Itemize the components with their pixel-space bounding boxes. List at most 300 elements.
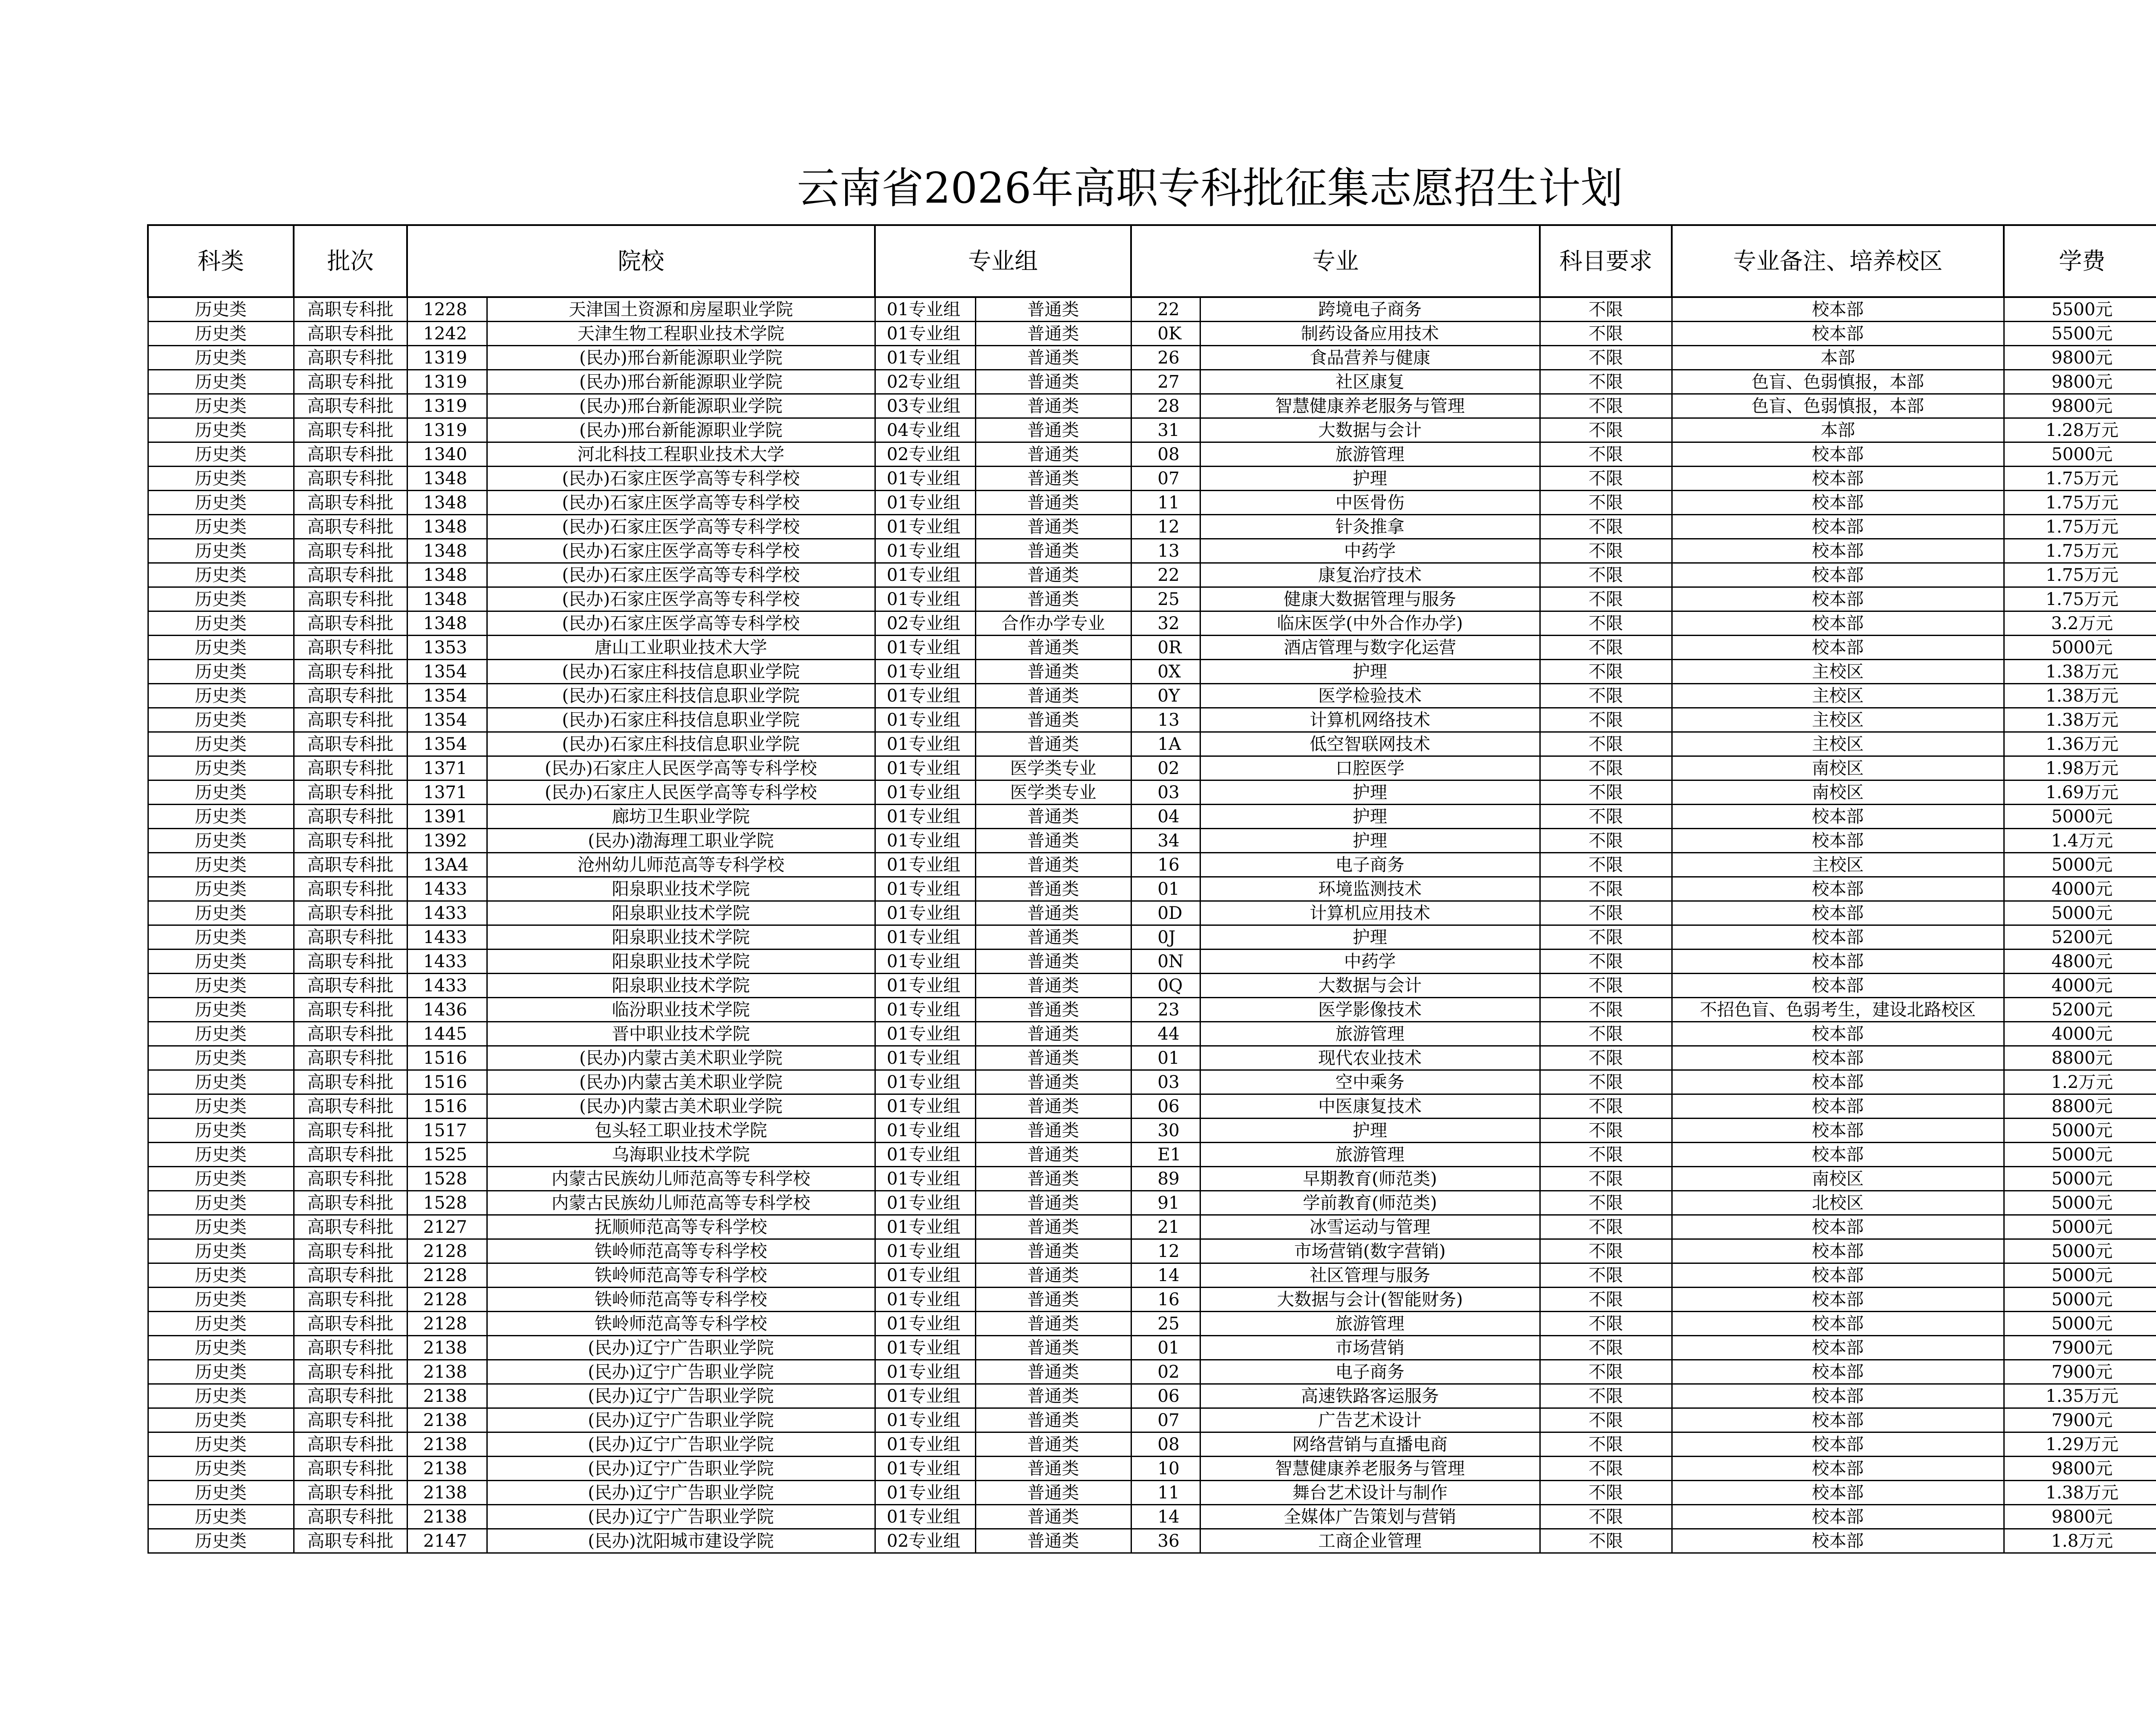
cell-tuition: 1.2万元 xyxy=(2004,1070,2156,1094)
cell-major-name: 社区管理与服务 xyxy=(1200,1263,1540,1288)
cell-major-code: 25 xyxy=(1131,587,1200,611)
cell-category: 历史类 xyxy=(148,1457,294,1481)
cell-group-type: 普通类 xyxy=(975,515,1131,539)
cell-batch: 高职专科批 xyxy=(294,1432,407,1457)
cell-batch: 高职专科批 xyxy=(294,950,407,974)
cell-tuition: 5000元 xyxy=(2004,1143,2156,1167)
cell-school-name: 沧州幼儿师范高等专科学校 xyxy=(487,853,875,877)
cell-major-name: 电子商务 xyxy=(1200,1360,1540,1384)
cell-major-code: 21 xyxy=(1131,1215,1200,1239)
cell-group-type: 普通类 xyxy=(975,1408,1131,1432)
cell-school-code: 2138 xyxy=(407,1432,487,1457)
cell-school-code: 2128 xyxy=(407,1288,487,1312)
cell-category: 历史类 xyxy=(148,587,294,611)
cell-school-name: (民办)石家庄人民医学高等专科学校 xyxy=(487,756,875,780)
cell-tuition: 5000元 xyxy=(2004,805,2156,829)
cell-subject-requirement: 不限 xyxy=(1540,587,1672,611)
cell-category: 历史类 xyxy=(148,1360,294,1384)
cell-major-name: 工商企业管理 xyxy=(1200,1529,1540,1553)
cell-batch: 高职专科批 xyxy=(294,442,407,467)
cell-school-name: 天津生物工程职业技术学院 xyxy=(487,322,875,346)
cell-major-name: 酒店管理与数字化运营 xyxy=(1200,636,1540,660)
table-row xyxy=(148,829,2156,853)
cell-major-name: 网络营销与直播电商 xyxy=(1200,1432,1540,1457)
cell-batch: 高职专科批 xyxy=(294,684,407,708)
cell-category: 历史类 xyxy=(148,732,294,756)
cell-batch: 高职专科批 xyxy=(294,732,407,756)
cell-school-code: 1392 xyxy=(407,829,487,853)
cell-batch: 高职专科批 xyxy=(294,1481,407,1505)
cell-major-name: 计算机网络技术 xyxy=(1200,708,1540,732)
cell-subject-requirement: 不限 xyxy=(1540,1263,1672,1288)
cell-tuition: 1.4万元 xyxy=(2004,829,2156,853)
cell-tuition: 5000元 xyxy=(2004,1239,2156,1263)
cell-tuition: 1.38万元 xyxy=(2004,1481,2156,1505)
cell-notes-campus: 校本部 xyxy=(1672,877,2004,901)
cell-group-type: 普通类 xyxy=(975,1336,1131,1360)
cell-major-code: 10 xyxy=(1131,1457,1200,1481)
cell-category: 历史类 xyxy=(148,491,294,515)
cell-subject-requirement: 不限 xyxy=(1540,1408,1672,1432)
table-row xyxy=(148,418,2156,442)
table-row xyxy=(148,1143,2156,1167)
cell-notes-campus: 色盲、色弱慎报，本部 xyxy=(1672,394,2004,418)
cell-school-code: 1354 xyxy=(407,660,487,684)
cell-group: 01专业组 xyxy=(875,515,975,539)
cell-notes-campus: 主校区 xyxy=(1672,732,2004,756)
cell-tuition: 5000元 xyxy=(2004,1191,2156,1215)
cell-group-type: 普通类 xyxy=(975,1481,1131,1505)
cell-group: 01专业组 xyxy=(875,491,975,515)
cell-batch: 高职专科批 xyxy=(294,1094,407,1119)
cell-school-code: 1228 xyxy=(407,297,487,322)
cell-category: 历史类 xyxy=(148,1432,294,1457)
cell-group-type: 普通类 xyxy=(975,925,1131,950)
table-row xyxy=(148,1263,2156,1288)
cell-group-type: 普通类 xyxy=(975,1070,1131,1094)
cell-batch: 高职专科批 xyxy=(294,708,407,732)
cell-group: 01专业组 xyxy=(875,732,975,756)
cell-batch: 高职专科批 xyxy=(294,756,407,780)
cell-notes-campus: 校本部 xyxy=(1672,587,2004,611)
header-batch: 批次 xyxy=(294,225,407,297)
cell-category: 历史类 xyxy=(148,611,294,636)
table-row xyxy=(148,1288,2156,1312)
table-row xyxy=(148,974,2156,998)
cell-notes-campus: 校本部 xyxy=(1672,1094,2004,1119)
cell-group: 01专业组 xyxy=(875,1312,975,1336)
cell-notes-campus: 校本部 xyxy=(1672,515,2004,539)
table-row xyxy=(148,1046,2156,1070)
cell-major-name: 临床医学(中外合作办学) xyxy=(1200,611,1540,636)
cell-major-name: 医学检验技术 xyxy=(1200,684,1540,708)
cell-subject-requirement: 不限 xyxy=(1540,1191,1672,1215)
cell-batch: 高职专科批 xyxy=(294,1263,407,1288)
table-row xyxy=(148,950,2156,974)
cell-group-type: 医学类专业 xyxy=(975,756,1131,780)
cell-major-code: 26 xyxy=(1131,346,1200,370)
cell-school-name: (民办)石家庄科技信息职业学院 xyxy=(487,732,875,756)
cell-school-name: (民办)石家庄科技信息职业学院 xyxy=(487,708,875,732)
cell-major-code: E1 xyxy=(1131,1143,1200,1167)
cell-notes-campus: 本部 xyxy=(1672,346,2004,370)
cell-batch: 高职专科批 xyxy=(294,660,407,684)
cell-major-code: 01 xyxy=(1131,1046,1200,1070)
header-row xyxy=(148,225,2156,297)
cell-subject-requirement: 不限 xyxy=(1540,1288,1672,1312)
cell-category: 历史类 xyxy=(148,1239,294,1263)
cell-major-name: 社区康复 xyxy=(1200,370,1540,394)
cell-group-type: 普通类 xyxy=(975,1288,1131,1312)
cell-batch: 高职专科批 xyxy=(294,394,407,418)
cell-category: 历史类 xyxy=(148,1046,294,1070)
cell-subject-requirement: 不限 xyxy=(1540,370,1672,394)
cell-major-name: 智慧健康养老服务与管理 xyxy=(1200,1457,1540,1481)
cell-group: 01专业组 xyxy=(875,974,975,998)
cell-major-code: 0J xyxy=(1131,925,1200,950)
cell-subject-requirement: 不限 xyxy=(1540,660,1672,684)
cell-major-code: 06 xyxy=(1131,1384,1200,1408)
cell-major-code: 08 xyxy=(1131,442,1200,467)
cell-group: 01专业组 xyxy=(875,1288,975,1312)
cell-group: 01专业组 xyxy=(875,1408,975,1432)
cell-group-type: 普通类 xyxy=(975,1263,1131,1288)
table-row xyxy=(148,515,2156,539)
cell-notes-campus: 校本部 xyxy=(1672,1022,2004,1046)
table-row xyxy=(148,1432,2156,1457)
table-row xyxy=(148,1167,2156,1191)
cell-group-type: 普通类 xyxy=(975,901,1131,925)
cell-school-code: 1348 xyxy=(407,515,487,539)
cell-category: 历史类 xyxy=(148,950,294,974)
cell-category: 历史类 xyxy=(148,684,294,708)
cell-major-name: 现代农业技术 xyxy=(1200,1046,1540,1070)
cell-subject-requirement: 不限 xyxy=(1540,611,1672,636)
cell-category: 历史类 xyxy=(148,636,294,660)
cell-major-name: 食品营养与健康 xyxy=(1200,346,1540,370)
cell-subject-requirement: 不限 xyxy=(1540,1046,1672,1070)
cell-notes-campus: 色盲、色弱慎报，本部 xyxy=(1672,370,2004,394)
cell-group: 01专业组 xyxy=(875,1022,975,1046)
cell-school-code: 1348 xyxy=(407,611,487,636)
cell-group-type: 普通类 xyxy=(975,950,1131,974)
cell-batch: 高职专科批 xyxy=(294,1312,407,1336)
cell-category: 历史类 xyxy=(148,418,294,442)
cell-group-type: 普通类 xyxy=(975,491,1131,515)
cell-school-name: 铁岭师范高等专科学校 xyxy=(487,1263,875,1288)
cell-batch: 高职专科批 xyxy=(294,539,407,563)
cell-group-type: 普通类 xyxy=(975,587,1131,611)
cell-major-name: 大数据与会计(智能财务) xyxy=(1200,1288,1540,1312)
cell-school-code: 2138 xyxy=(407,1505,487,1529)
cell-major-name: 护理 xyxy=(1200,805,1540,829)
cell-group: 01专业组 xyxy=(875,1457,975,1481)
cell-tuition: 5500元 xyxy=(2004,322,2156,346)
cell-group-type: 普通类 xyxy=(975,1505,1131,1529)
cell-tuition: 1.98万元 xyxy=(2004,756,2156,780)
cell-major-code: 34 xyxy=(1131,829,1200,853)
cell-major-code: 11 xyxy=(1131,491,1200,515)
cell-school-name: (民办)石家庄医学高等专科学校 xyxy=(487,515,875,539)
cell-major-code: 36 xyxy=(1131,1529,1200,1553)
cell-school-code: 1353 xyxy=(407,636,487,660)
cell-tuition: 9800元 xyxy=(2004,370,2156,394)
cell-school-name: (民办)石家庄医学高等专科学校 xyxy=(487,467,875,491)
cell-group: 01专业组 xyxy=(875,901,975,925)
cell-group-type: 普通类 xyxy=(975,684,1131,708)
cell-major-code: 12 xyxy=(1131,515,1200,539)
cell-tuition: 1.75万元 xyxy=(2004,563,2156,587)
cell-major-name: 高速铁路客运服务 xyxy=(1200,1384,1540,1408)
cell-tuition: 1.75万元 xyxy=(2004,491,2156,515)
cell-category: 历史类 xyxy=(148,1022,294,1046)
cell-major-code: 11 xyxy=(1131,1481,1200,1505)
cell-group: 01专业组 xyxy=(875,684,975,708)
cell-batch: 高职专科批 xyxy=(294,515,407,539)
cell-subject-requirement: 不限 xyxy=(1540,974,1672,998)
cell-group: 01专业组 xyxy=(875,1384,975,1408)
cell-school-code: 1354 xyxy=(407,708,487,732)
cell-notes-campus: 主校区 xyxy=(1672,684,2004,708)
cell-school-code: 2138 xyxy=(407,1408,487,1432)
cell-subject-requirement: 不限 xyxy=(1540,515,1672,539)
cell-group-type: 普通类 xyxy=(975,1529,1131,1553)
cell-subject-requirement: 不限 xyxy=(1540,1070,1672,1094)
cell-school-name: 廊坊卫生职业学院 xyxy=(487,805,875,829)
table-row xyxy=(148,998,2156,1022)
cell-major-code: 01 xyxy=(1131,1336,1200,1360)
cell-major-name: 护理 xyxy=(1200,467,1540,491)
cell-major-code: 03 xyxy=(1131,1070,1200,1094)
table-row xyxy=(148,587,2156,611)
cell-major-code: 14 xyxy=(1131,1505,1200,1529)
cell-notes-campus: 校本部 xyxy=(1672,901,2004,925)
cell-subject-requirement: 不限 xyxy=(1540,491,1672,515)
table-row xyxy=(148,925,2156,950)
cell-school-name: (民办)辽宁广告职业学院 xyxy=(487,1360,875,1384)
cell-major-name: 智慧健康养老服务与管理 xyxy=(1200,394,1540,418)
cell-major-name: 护理 xyxy=(1200,780,1540,805)
table-row xyxy=(148,732,2156,756)
cell-major-code: 0Q xyxy=(1131,974,1200,998)
cell-major-code: 0Y xyxy=(1131,684,1200,708)
cell-group-type: 普通类 xyxy=(975,322,1131,346)
cell-tuition: 8800元 xyxy=(2004,1046,2156,1070)
cell-major-code: 06 xyxy=(1131,1094,1200,1119)
cell-tuition: 8800元 xyxy=(2004,1094,2156,1119)
cell-category: 历史类 xyxy=(148,1167,294,1191)
cell-notes-campus: 校本部 xyxy=(1672,1215,2004,1239)
cell-major-name: 市场营销(数字营销) xyxy=(1200,1239,1540,1263)
table-row xyxy=(148,660,2156,684)
cell-school-code: 1517 xyxy=(407,1119,487,1143)
cell-group: 01专业组 xyxy=(875,1119,975,1143)
cell-subject-requirement: 不限 xyxy=(1540,322,1672,346)
cell-notes-campus: 校本部 xyxy=(1672,636,2004,660)
cell-major-code: 27 xyxy=(1131,370,1200,394)
cell-major-code: 13 xyxy=(1131,708,1200,732)
table-row xyxy=(148,901,2156,925)
cell-group-type: 普通类 xyxy=(975,394,1131,418)
cell-major-name: 计算机应用技术 xyxy=(1200,901,1540,925)
cell-subject-requirement: 不限 xyxy=(1540,1167,1672,1191)
cell-group-type: 普通类 xyxy=(975,1239,1131,1263)
cell-category: 历史类 xyxy=(148,660,294,684)
cell-school-name: (民办)邢台新能源职业学院 xyxy=(487,394,875,418)
cell-group: 01专业组 xyxy=(875,322,975,346)
cell-category: 历史类 xyxy=(148,1312,294,1336)
cell-school-code: 1371 xyxy=(407,780,487,805)
cell-notes-campus: 校本部 xyxy=(1672,1143,2004,1167)
cell-notes-campus: 校本部 xyxy=(1672,1529,2004,1553)
cell-group: 01专业组 xyxy=(875,1239,975,1263)
cell-school-code: 1319 xyxy=(407,418,487,442)
cell-category: 历史类 xyxy=(148,925,294,950)
cell-group: 01专业组 xyxy=(875,756,975,780)
cell-school-code: 1516 xyxy=(407,1094,487,1119)
table-row xyxy=(148,322,2156,346)
cell-notes-campus: 校本部 xyxy=(1672,1239,2004,1263)
cell-notes-campus: 校本部 xyxy=(1672,563,2004,587)
cell-major-name: 制药设备应用技术 xyxy=(1200,322,1540,346)
cell-school-code: 1348 xyxy=(407,467,487,491)
table-row xyxy=(148,1336,2156,1360)
cell-category: 历史类 xyxy=(148,539,294,563)
cell-major-code: 23 xyxy=(1131,998,1200,1022)
cell-major-code: 91 xyxy=(1131,1191,1200,1215)
cell-group: 01专业组 xyxy=(875,1215,975,1239)
cell-group: 01专业组 xyxy=(875,950,975,974)
cell-tuition: 5500元 xyxy=(2004,297,2156,322)
cell-school-name: (民办)石家庄医学高等专科学校 xyxy=(487,563,875,587)
cell-group: 01专业组 xyxy=(875,1432,975,1457)
cell-subject-requirement: 不限 xyxy=(1540,853,1672,877)
cell-batch: 高职专科批 xyxy=(294,587,407,611)
cell-major-name: 护理 xyxy=(1200,925,1540,950)
cell-batch: 高职专科批 xyxy=(294,974,407,998)
cell-batch: 高职专科批 xyxy=(294,370,407,394)
cell-batch: 高职专科批 xyxy=(294,877,407,901)
cell-tuition: 5200元 xyxy=(2004,925,2156,950)
cell-major-name: 空中乘务 xyxy=(1200,1070,1540,1094)
cell-subject-requirement: 不限 xyxy=(1540,1022,1672,1046)
cell-group: 01专业组 xyxy=(875,660,975,684)
cell-school-code: 1445 xyxy=(407,1022,487,1046)
table-row xyxy=(148,1070,2156,1094)
cell-notes-campus: 校本部 xyxy=(1672,1408,2004,1432)
cell-school-name: (民办)石家庄科技信息职业学院 xyxy=(487,684,875,708)
cell-school-code: 1348 xyxy=(407,563,487,587)
cell-major-name: 旅游管理 xyxy=(1200,1022,1540,1046)
cell-school-name: 铁岭师范高等专科学校 xyxy=(487,1239,875,1263)
cell-category: 历史类 xyxy=(148,322,294,346)
cell-category: 历史类 xyxy=(148,346,294,370)
table-row xyxy=(148,611,2156,636)
header-school: 院校 xyxy=(407,225,875,297)
cell-batch: 高职专科批 xyxy=(294,1191,407,1215)
cell-batch: 高职专科批 xyxy=(294,1457,407,1481)
cell-group: 02专业组 xyxy=(875,442,975,467)
table-row xyxy=(148,491,2156,515)
cell-group-type: 普通类 xyxy=(975,853,1131,877)
cell-notes-campus: 南校区 xyxy=(1672,756,2004,780)
cell-notes-campus: 不招色盲、色弱考生，建设北路校区 xyxy=(1672,998,2004,1022)
cell-school-code: 1516 xyxy=(407,1070,487,1094)
cell-batch: 高职专科批 xyxy=(294,1384,407,1408)
table-row xyxy=(148,708,2156,732)
cell-group: 01专业组 xyxy=(875,1070,975,1094)
cell-notes-campus: 北校区 xyxy=(1672,1191,2004,1215)
cell-school-code: 1348 xyxy=(407,587,487,611)
cell-subject-requirement: 不限 xyxy=(1540,1312,1672,1336)
cell-school-code: 1319 xyxy=(407,394,487,418)
cell-school-name: 唐山工业职业技术大学 xyxy=(487,636,875,660)
cell-tuition: 5000元 xyxy=(2004,636,2156,660)
table-row xyxy=(148,442,2156,467)
cell-batch: 高职专科批 xyxy=(294,467,407,491)
cell-school-code: 2138 xyxy=(407,1481,487,1505)
cell-school-name: (民办)石家庄医学高等专科学校 xyxy=(487,611,875,636)
cell-notes-campus: 校本部 xyxy=(1672,539,2004,563)
cell-batch: 高职专科批 xyxy=(294,1360,407,1384)
cell-category: 历史类 xyxy=(148,563,294,587)
cell-school-name: 阳泉职业技术学院 xyxy=(487,877,875,901)
cell-subject-requirement: 不限 xyxy=(1540,539,1672,563)
cell-notes-campus: 校本部 xyxy=(1672,467,2004,491)
cell-category: 历史类 xyxy=(148,1505,294,1529)
cell-group: 01专业组 xyxy=(875,1191,975,1215)
cell-subject-requirement: 不限 xyxy=(1540,1457,1672,1481)
cell-group-type: 普通类 xyxy=(975,1119,1131,1143)
cell-major-name: 中药学 xyxy=(1200,539,1540,563)
table-row xyxy=(148,780,2156,805)
plan-table xyxy=(147,224,2156,1554)
cell-school-code: 2138 xyxy=(407,1457,487,1481)
cell-major-code: 01 xyxy=(1131,877,1200,901)
cell-group-type: 普通类 xyxy=(975,467,1131,491)
cell-major-code: 04 xyxy=(1131,805,1200,829)
cell-major-name: 大数据与会计 xyxy=(1200,974,1540,998)
cell-notes-campus: 主校区 xyxy=(1672,853,2004,877)
cell-school-name: 阳泉职业技术学院 xyxy=(487,974,875,998)
cell-major-code: 89 xyxy=(1131,1167,1200,1191)
cell-group-type: 普通类 xyxy=(975,370,1131,394)
cell-batch: 高职专科批 xyxy=(294,636,407,660)
table-row xyxy=(148,539,2156,563)
cell-category: 历史类 xyxy=(148,394,294,418)
cell-tuition: 1.75万元 xyxy=(2004,539,2156,563)
cell-category: 历史类 xyxy=(148,442,294,467)
cell-group-type: 普通类 xyxy=(975,1215,1131,1239)
cell-school-code: 1354 xyxy=(407,684,487,708)
cell-category: 历史类 xyxy=(148,515,294,539)
cell-school-name: 包头轻工职业技术学院 xyxy=(487,1119,875,1143)
cell-subject-requirement: 不限 xyxy=(1540,1239,1672,1263)
cell-category: 历史类 xyxy=(148,1215,294,1239)
cell-major-code: 07 xyxy=(1131,1408,1200,1432)
cell-subject-requirement: 不限 xyxy=(1540,877,1672,901)
cell-school-name: (民办)邢台新能源职业学院 xyxy=(487,370,875,394)
cell-major-name: 健康大数据管理与服务 xyxy=(1200,587,1540,611)
cell-group-type: 普通类 xyxy=(975,1167,1131,1191)
cell-subject-requirement: 不限 xyxy=(1540,805,1672,829)
cell-group: 01专业组 xyxy=(875,1505,975,1529)
cell-tuition: 1.29万元 xyxy=(2004,1432,2156,1457)
cell-school-name: 铁岭师范高等专科学校 xyxy=(487,1288,875,1312)
cell-batch: 高职专科批 xyxy=(294,1167,407,1191)
cell-category: 历史类 xyxy=(148,901,294,925)
cell-school-code: 2128 xyxy=(407,1239,487,1263)
